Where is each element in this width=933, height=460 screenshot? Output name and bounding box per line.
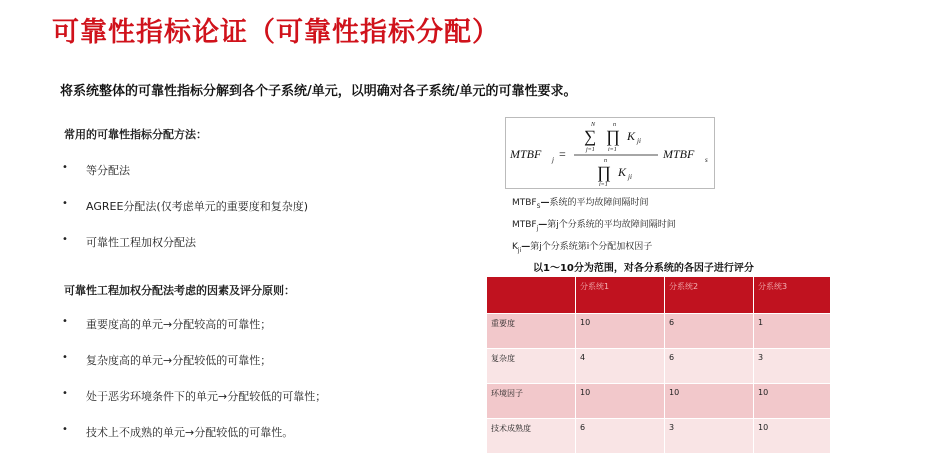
table-row [487,314,831,349]
scoring-table [486,276,831,454]
table-cell: 10 [754,419,831,454]
prod-upper: n [613,122,616,128]
def-text: 第j个分系统第i个分配加权因子 [530,241,653,252]
bullet-icon: • [62,198,68,209]
table-cell: 3 [754,349,831,384]
factor-label: 复杂度高的单元→分配较低的可靠性； [86,354,272,367]
intro-text: 将系统整体的可靠性指标分解到各个子系统/单元，以明确对各子系统/单元的可靠性要求。 [60,84,577,99]
def-symbol-sub: j [536,224,539,232]
den-prod-upper: n [604,158,607,164]
list-item [62,234,308,270]
table-cell: 6 [665,314,754,349]
table-row [487,384,831,419]
prod-symbol: ∏ [606,127,620,146]
sum-lower: j=1 [586,147,595,153]
table-row [487,419,831,454]
prod-lower: i=1 [608,147,617,153]
def-symbol: K [512,241,518,252]
table-cell: 10 [576,384,665,419]
def-dash: — [538,219,548,230]
def-dash: — [540,198,550,208]
list-item [62,198,308,234]
table-cell: 1 [754,314,831,349]
definition-row [512,216,676,238]
formula-rhs: MTBF [663,147,695,161]
factor-label: 重要度高的单元→分配较高的可靠性； [86,318,272,331]
list-item [62,424,326,460]
bullet-icon: • [62,234,68,245]
symbol-definitions [512,194,676,259]
def-symbol-sub: S [536,202,541,210]
row-label: 重要度 [487,314,576,349]
header-cell: 分系统2 [665,277,754,314]
formula-rhs-sub: s [705,156,708,164]
header-cell [487,277,576,314]
table-cell: 4 [576,349,665,384]
method-label: 等分配法 [86,164,130,177]
definition-row [512,194,676,216]
table-cell: 10 [576,314,665,349]
den-prod-symbol: ∏ [597,163,611,182]
bullet-icon: • [62,388,68,399]
bullet-icon: • [62,424,68,435]
bullet-icon: • [62,352,68,363]
num-term-sub: ji [637,137,641,145]
factor-label: 处于恶劣环境条件下的单元→分配较低的可靠性； [86,390,327,403]
formula-svg [506,118,714,188]
methods-list [62,162,308,270]
list-item [62,162,308,198]
num-term: K [627,129,636,143]
methods-heading: 常用的可靠性指标分配方法： [64,128,207,141]
def-symbol: MTBF [512,198,537,208]
definition-row [512,238,676,260]
bullet-icon: • [62,316,68,327]
table-row [487,349,831,384]
formula-lhs-sub: j [552,156,554,164]
def-symbol-sub: ji [517,246,522,254]
row-label: 技术成熟度 [487,419,576,454]
def-text: 第j个分系统的平均故障间隔时间 [547,219,676,230]
def-symbol: MTBF [512,219,537,230]
bullet-icon: • [62,162,68,173]
den-term-sub: ji [628,173,632,181]
header-cell: 分系统3 [754,277,831,314]
den-prod-lower: i=1 [599,182,608,188]
equals-sign: = [559,147,566,161]
allocation-formula [505,117,715,189]
header-cell: 分系统1 [576,277,665,314]
table-cell: 6 [665,349,754,384]
formula-lhs: MTBF [510,147,542,161]
table-cell: 10 [665,384,754,419]
sum-upper: N [591,122,596,128]
table-cell: 3 [665,419,754,454]
table-header-row [487,277,831,314]
sum-symbol: ∑ [584,127,597,146]
method-label: AGREE分配法(仅考虑单元的重要度和复杂度) [86,200,308,213]
table-cell: 6 [576,419,665,454]
row-label: 复杂度 [487,349,576,384]
den-term: K [618,165,627,179]
list-item [62,352,326,388]
method-label: 可靠性工程加权分配法 [86,236,196,249]
list-item [62,316,326,352]
factors-heading: 可靠性工程加权分配法考虑的因素及评分原则： [64,284,295,297]
table-cell: 10 [754,384,831,419]
def-text: 系统的平均故障间隔时间 [549,198,649,208]
factor-label: 技术上不成熟的单元→分配较低的可靠性。 [86,426,294,439]
row-label: 环境因子 [487,384,576,419]
def-dash: — [521,241,531,252]
table-caption: 以1～10分为范围，对各分系统的各因子进行评分 [533,263,754,274]
page-title: 可靠性指标论证（可靠性指标分配） [52,17,500,48]
list-item [62,388,326,424]
factors-list [62,316,326,460]
